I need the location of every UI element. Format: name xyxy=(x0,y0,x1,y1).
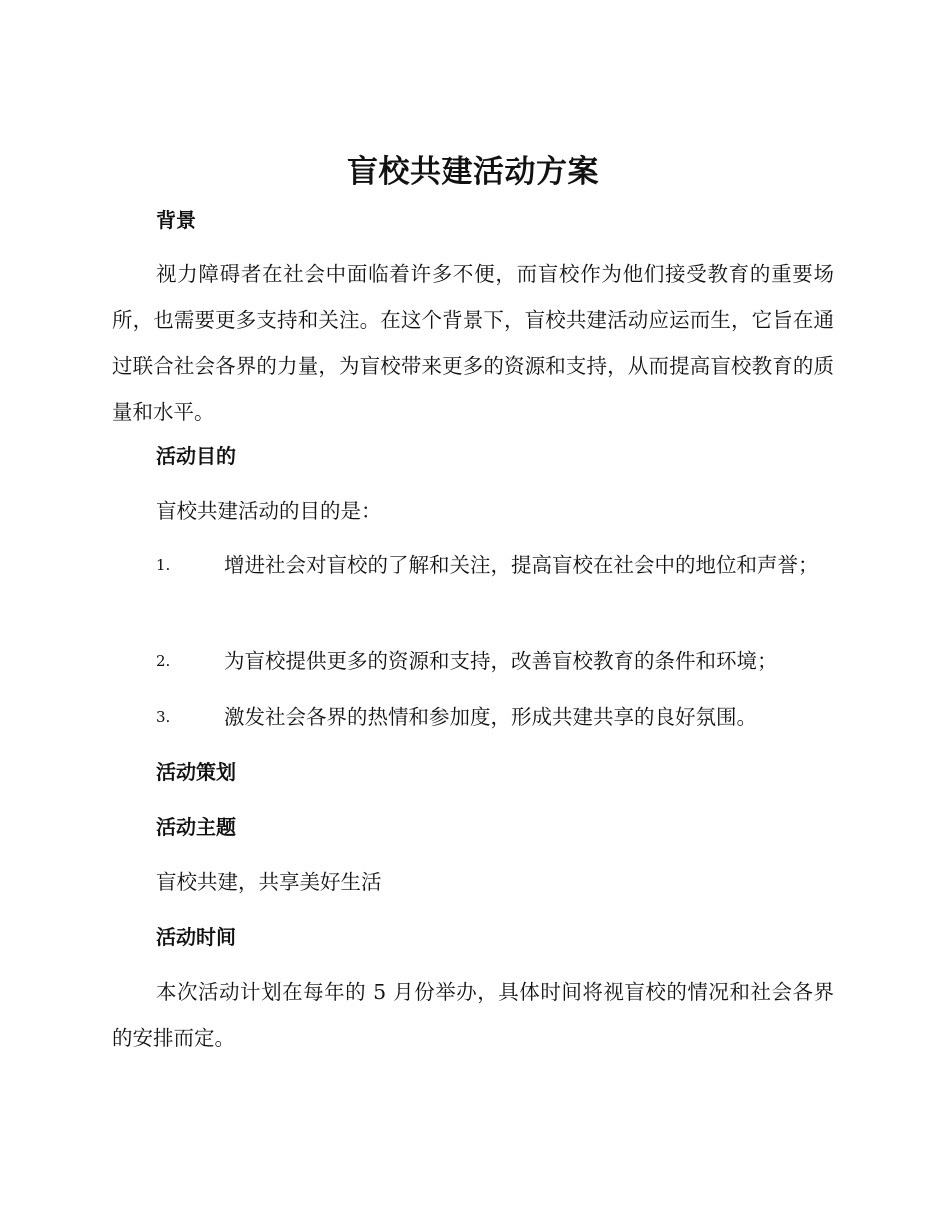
section-heading-purpose: 活动目的 xyxy=(156,444,236,468)
list-number: 3. xyxy=(156,708,171,726)
list-number: 2. xyxy=(156,652,171,670)
section-heading-planning: 活动策划 xyxy=(156,760,236,784)
section-heading-theme: 活动主题 xyxy=(156,815,236,839)
purpose-list-item xyxy=(112,638,834,684)
purpose-intro: 盲校共建活动的目的是： xyxy=(156,499,382,523)
purpose-list-item xyxy=(112,542,834,588)
section-heading-time: 活动时间 xyxy=(156,925,236,949)
list-item-text: 为盲校提供更多的资源和支持，改善盲校教育的条件和环境； xyxy=(224,649,778,673)
document-title: 盲校共建活动方案 xyxy=(347,154,599,190)
purpose-list-item xyxy=(112,694,834,740)
section-heading-background: 背景 xyxy=(156,208,196,232)
list-number: 1. xyxy=(156,556,171,574)
list-item-text: 激发社会各界的热情和参加度，形成共建共享的良好氛围。 xyxy=(224,705,757,729)
list-item-text: 增进社会对盲校的了解和关注，提高盲校在社会中的地位和声誉； xyxy=(224,553,819,577)
theme-text: 盲校共建，共享美好生活 xyxy=(156,870,382,894)
background-paragraph: 视力障碍者在社会中面临着许多不便，而盲校作为他们接受教育的重要场所，也需要更多支持和关注。在这个背景下，盲校共建活动应运而生，它旨在通过联合社会各界的力量，为盲校带来更多的资源和支持，从而提高盲校教育的质量和水平。 xyxy=(112,262,834,424)
time-paragraph: 本次活动计划在每年的 5 月份举办，具体时间将视盲校的情况和社会各界的安排而定。 xyxy=(112,980,834,1050)
